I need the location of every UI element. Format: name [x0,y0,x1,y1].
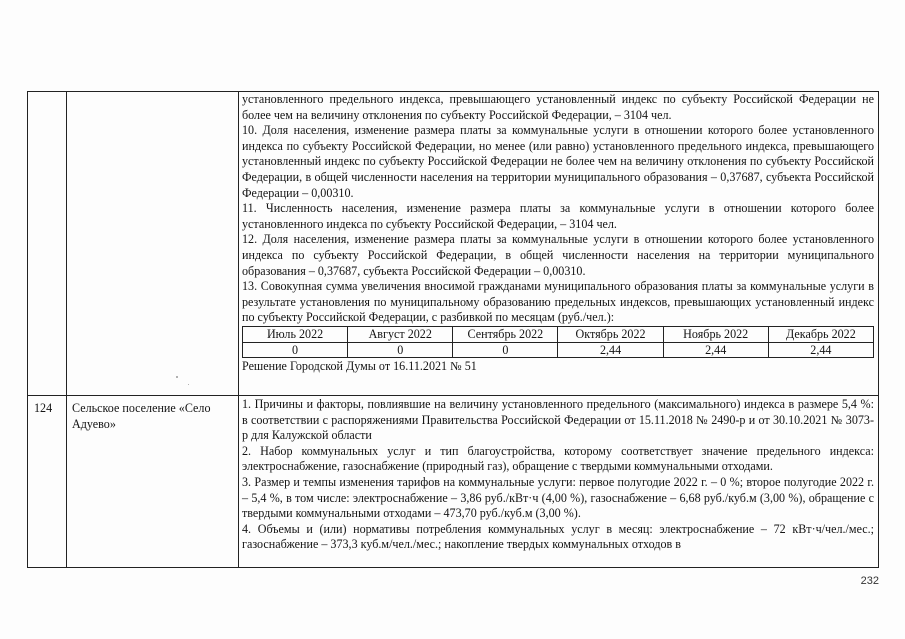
paragraph: 2. Набор коммунальных услуг и тип благоустройства, которому соответствует значение предельного индекса: электроснабжение, газоснабжение (природный газ), обращение с твердыми коммунальными отходами. [242,443,874,474]
months-header-row [243,326,874,342]
month-header: Декабрь 2022 [768,326,873,342]
paragraph: 12. Доля населения, изменение размера платы за коммунальные услуги в отношении которого более установленного индекса по субъекту Российской Федерации, в общей численности населения на территории муниципального образования – 0,37687, субъекта Российской Федерации – 0,00310. [242,232,874,278]
month-header: Август 2022 [348,326,453,342]
month-value: 2,44 [558,342,663,358]
paragraph: 13. Совокупная сумма увеличения вносимой гражданами муниципального образования платы за коммунальные услуги в результате установления по муниципальному образованию предельных индексов, превышающих установленный индекс по субъекту Российской Федерации, с разбивкой по месяцам (руб./чел.): [242,279,874,325]
month-header: Июль 2022 [243,326,348,342]
paragraph: установленного предельного индекса, превышающего установленный индекс по субъекту Российской Федерации не более чем на величину отклонения по субъекту Российской Федерации, – 3104 чел. [242,92,874,122]
row-number: 124 [28,396,67,568]
document-table [27,91,879,568]
page-number: 232 [860,575,879,587]
month-value: 0 [348,342,453,358]
paragraph: 4. Объемы и (или) нормативы потребления коммунальных услуг в месяц: электроснабжение – 72 кВт·ч/чел./мес.; газоснабжение – 373,3 куб.м/чел./мес.; накопление твердых коммунальных отходов в [242,521,874,552]
paragraph: 3. Размер и темпы изменения тарифов на коммунальные услуги: первое полугодие 2022 г. – 0 %; второе полугодие 2022 г. – 5,4 %, в том числе: электроснабжение – 3,86 руб./кВт·ч (4,00 %), газоснабжение – 6,68 руб./куб.м (3,00 %), обращение с твердыми коммунальными отходами – 473,70 руб./куб.м (3,00 %). [242,474,874,521]
month-header: Сентябрь 2022 [453,326,558,342]
table-row [28,396,879,568]
decision-reference: Решение Городской Думы от 16.11.2021 № 51 [242,359,477,374]
month-value: 2,44 [663,342,768,358]
municipality-name [67,92,239,396]
scan-speck [176,376,178,378]
monthly-sums-table [242,326,874,358]
row-content [239,92,879,396]
month-header: Октябрь 2022 [558,326,663,342]
row-number [28,92,67,396]
paragraph: 10. Доля населения, изменение размера платы за коммунальные услуги в отношении которого более установленного индекса по субъекту Российской Федерации, но менее (или равно) установленного предельного индекса, превышающего установленный индекс по субъекту Российской Федерации не более чем на величину отклонения по субъекту Российской Федерации, в общей численности населения на территории муниципального образования – 0,37687, субъекта Российской Федерации – 0,00310. [242,123,874,200]
months-value-row [243,342,874,358]
month-value: 0 [243,342,348,358]
table-row [28,92,879,396]
municipality-name: Сельское поселение «Село Адуево» [67,396,239,568]
row-content [239,396,879,568]
month-value: 0 [453,342,558,358]
month-value: 2,44 [768,342,873,358]
scan-speck [188,384,189,385]
paragraph: 11. Численность населения, изменение размера платы за коммунальные услуги в отношении которого более установленного индекса по субъекту Российской Федерации, – 3104 чел. [242,201,874,231]
month-header: Ноябрь 2022 [663,326,768,342]
paragraph: 1. Причины и факторы, повлиявшие на величину установленного предельного (максимального) индекса в размере 5,4 %: в соответствии с распоряжениями Правительства Российской Федерации от 15.11.2018 № 2490-р и от 30.10.2021 № 3073-р для Калужской области [242,397,874,443]
